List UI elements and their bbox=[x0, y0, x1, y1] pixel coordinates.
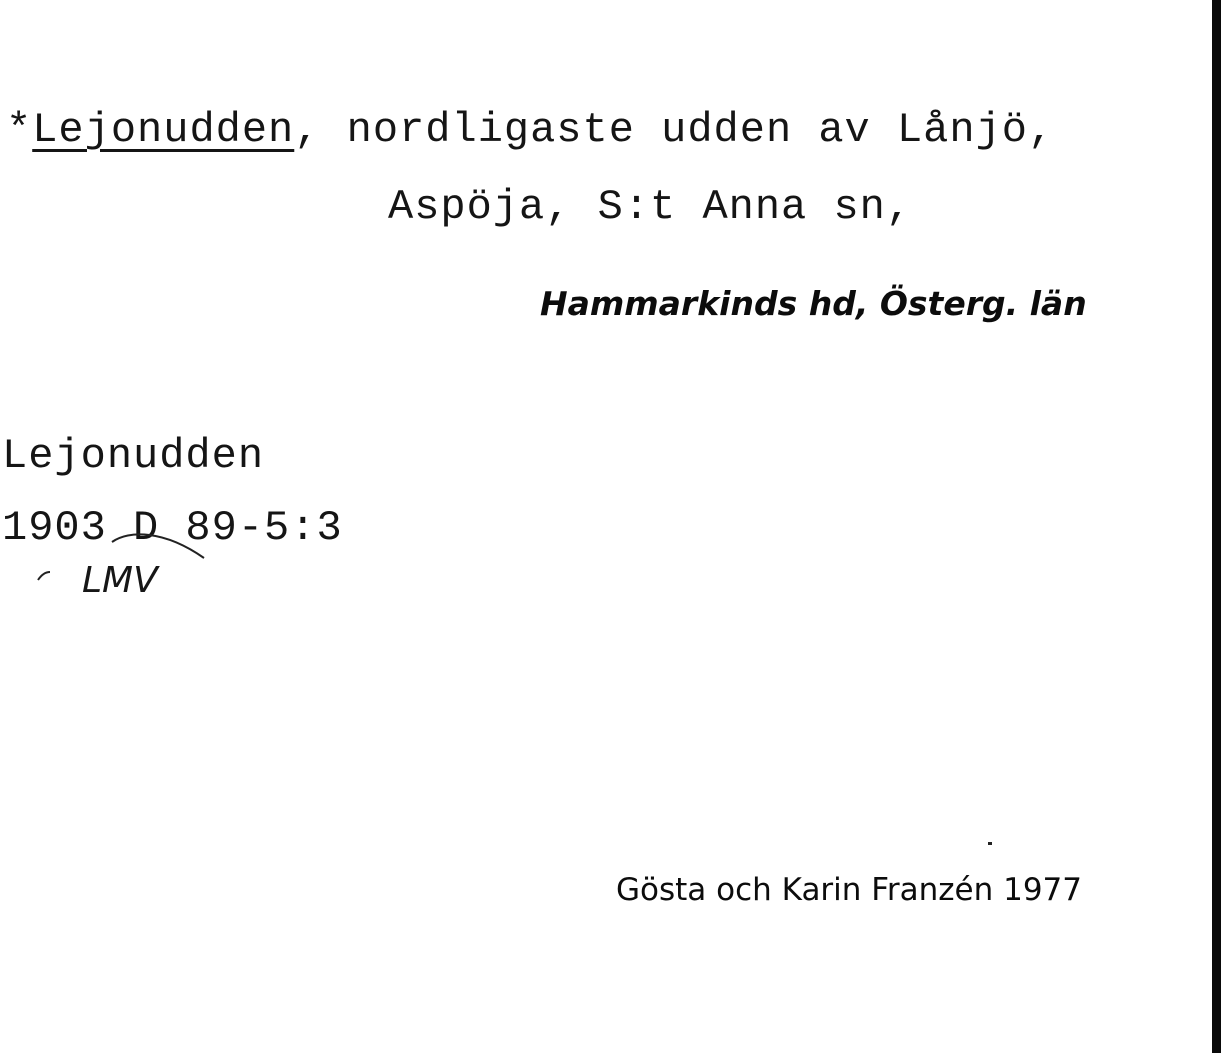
card-edge-line bbox=[1212, 0, 1221, 1053]
source-reference: 1903 D 89-5:3 bbox=[2, 504, 343, 552]
entry-description-1: , nordligaste udden av Lånjö, bbox=[294, 106, 1055, 154]
entry-marker: * bbox=[6, 106, 33, 154]
handwritten-note: LMV bbox=[82, 560, 158, 601]
entry-line-1 bbox=[6, 106, 1054, 154]
credit-line: Gösta och Karin Franzén 1977 bbox=[616, 872, 1082, 908]
handwritten-annotation bbox=[34, 528, 224, 608]
entry-description-2: Aspöja, S:t Anna sn, bbox=[388, 183, 913, 231]
handwritten-bracket bbox=[112, 534, 204, 558]
variant-name: Lejonudden bbox=[2, 432, 265, 480]
administrative-area: Hammarkinds hd, Österg. län bbox=[540, 284, 1087, 323]
ink-speck bbox=[988, 842, 992, 845]
handwritten-tick bbox=[38, 572, 50, 580]
entry-headword: Lejonudden bbox=[32, 106, 295, 154]
